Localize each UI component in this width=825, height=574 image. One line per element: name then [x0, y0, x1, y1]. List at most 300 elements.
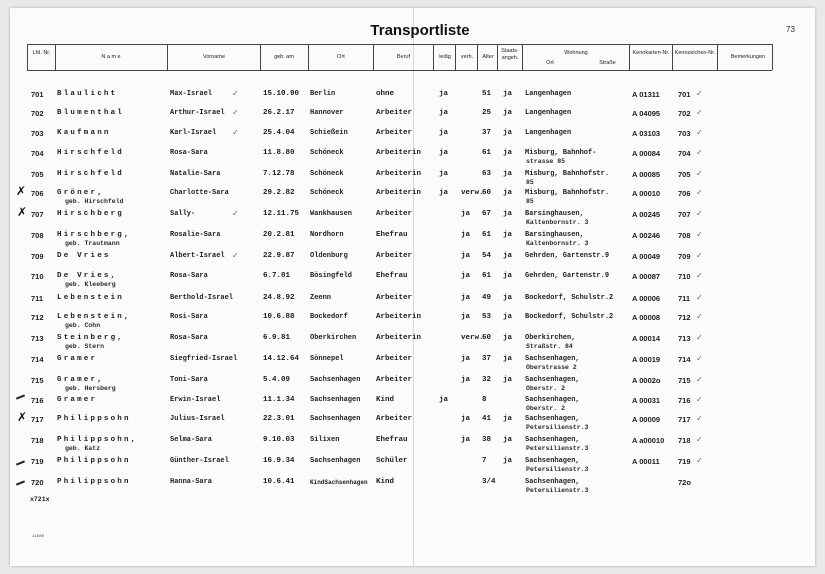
row-kennzeichen: 709 — [678, 252, 691, 261]
row-kennzeichen: 703 — [678, 129, 691, 138]
row-wohnung: Sachsenhagen, — [525, 355, 580, 363]
row-verh: ja — [461, 415, 471, 423]
row-kennkarte: A 03103 — [632, 129, 661, 138]
row-verh: ja — [461, 210, 471, 218]
row-vorname: Rosalie-Sara — [170, 231, 221, 239]
row-name-birth: geb. Stern — [65, 343, 105, 350]
col-vorname: Vorname — [202, 54, 225, 60]
row-staat: ja — [503, 189, 513, 197]
row-alter: 67 — [482, 210, 492, 218]
check-mark-icon: ✓ — [696, 108, 703, 117]
row-name: Gröner, — [57, 189, 104, 197]
row-wohnung-street: 85 — [526, 179, 534, 186]
row-ledig: ja — [439, 90, 449, 98]
row-beruf: ohne — [376, 90, 395, 98]
row-nr: 709 — [31, 252, 44, 261]
row-vorname: Rosa-Sara — [170, 272, 208, 280]
row-kennzeichen: 707 — [678, 210, 691, 219]
row-beruf: Arbeiter — [376, 109, 413, 117]
row-kennkarte: A 00031 — [632, 396, 661, 405]
row-verh: ja — [461, 252, 471, 260]
row-verh: ja — [461, 436, 471, 444]
row-kennzeichen: 719 — [678, 457, 691, 466]
row-geb: 15.10.90 — [263, 90, 300, 98]
row-beruf: Arbeiter — [376, 210, 413, 218]
row-staat: ja — [503, 210, 513, 218]
header-bottom-line — [27, 70, 772, 71]
row-alter: 41 — [482, 415, 492, 423]
row-vorname: Rosa-Sara — [170, 149, 208, 157]
row-ort: Oldenburg — [310, 252, 348, 260]
row-ort: Schöneck — [310, 149, 344, 157]
row-verh: ja — [461, 355, 471, 363]
row-vorname: Albert-Israel — [170, 252, 225, 260]
row-alter: 53 — [482, 313, 492, 321]
col-bemerkungen: Bemerkungen — [730, 54, 766, 60]
row-kennkarte: A 00009 — [632, 415, 661, 424]
row-ort: Sachsenhagen — [310, 415, 361, 423]
row-geb: 20.2.81 — [263, 231, 295, 239]
row-vorname: Hanna-Sara — [170, 478, 213, 486]
check-mark-icon: ✓ — [232, 209, 239, 218]
row-geb: 26.2.17 — [263, 109, 295, 117]
row-staat: ja — [503, 313, 513, 321]
row-wohnung: Barsinghausen, — [525, 210, 584, 218]
check-mark-icon: ✓ — [696, 395, 703, 404]
row-vorname: Erwin-Israel — [170, 396, 221, 404]
header-column-line — [522, 44, 523, 70]
header-column-line — [167, 44, 168, 70]
col-staat: Staats-angeh. — [501, 48, 519, 61]
check-mark-icon: ✓ — [696, 414, 703, 423]
row-nr: 717 — [31, 415, 44, 424]
row-ort: Schießein — [310, 129, 348, 137]
row-nr: 704 — [31, 149, 44, 158]
row-ledig: ja — [439, 189, 449, 197]
page-number: 73 — [786, 25, 795, 34]
row-wohnung: Oberkirchen, — [525, 334, 576, 342]
col-wohnung-strasse: Straße — [599, 60, 616, 66]
row-ort: Sachsenhagen — [310, 396, 361, 404]
row-name-birth: geb. Katz — [65, 445, 101, 452]
row-wohnung: Sachsenhagen, — [525, 415, 580, 423]
check-mark-icon: ✓ — [696, 148, 703, 157]
row-staat: ja — [503, 170, 513, 178]
row-wohnung-street: Oberstrasse 2 — [526, 364, 577, 371]
page-title: Transportliste — [370, 22, 470, 39]
row-vorname: Selma-Sara — [170, 436, 213, 444]
check-mark-icon: ✓ — [696, 435, 703, 444]
col-alter: Alter — [482, 54, 494, 60]
row-nr: 708 — [31, 231, 44, 240]
row-nr: 702 — [31, 109, 44, 118]
col-beruf: Beruf — [396, 54, 411, 60]
row-verh: verw. — [461, 189, 484, 197]
row-alter: 8 — [482, 396, 487, 404]
row-ort: Sachsenhagen — [310, 376, 361, 384]
row-alter: 37 — [482, 355, 492, 363]
check-mark-icon: ✓ — [696, 209, 703, 218]
row-ort: Oberkirchen — [310, 334, 357, 342]
row-name: De Vries — [57, 252, 111, 260]
row-beruf: Arbeiterin — [376, 189, 422, 197]
row-kennkarte: A 00049 — [632, 252, 661, 261]
check-mark-icon: ✓ — [232, 128, 239, 137]
row-nr: 710 — [31, 272, 44, 281]
header-column-line — [373, 44, 374, 70]
row-geb: 6.9.81 — [263, 334, 291, 342]
row-ort: Bockedorf — [310, 313, 348, 321]
row-kennkarte: A 00008 — [632, 313, 661, 322]
row-verh: ja — [461, 294, 471, 302]
row-staat: ja — [503, 272, 513, 280]
row-staat: ja — [503, 149, 513, 157]
row-wohnung-street: Petersilienstr.3 — [526, 445, 589, 452]
row-beruf: Schüler — [376, 457, 408, 465]
row-name: Blaulicht — [57, 90, 118, 98]
col-ledig: ledig — [439, 54, 451, 60]
row-wohnung-street: Oberstr. 2 — [526, 405, 566, 412]
row-kennkarte: A 00019 — [632, 355, 661, 364]
row-verh: ja — [461, 313, 471, 321]
check-mark-icon: ✓ — [696, 188, 703, 197]
row-alter: 25 — [482, 109, 492, 117]
row-beruf: Ehefrau — [376, 272, 408, 280]
row-nr: 701 — [31, 90, 44, 99]
row-wohnung: Langenhagen — [525, 109, 572, 117]
check-mark-icon: ✓ — [696, 333, 703, 342]
row-kennkarte: A 00087 — [632, 272, 661, 281]
row-vorname: Siegfried-Israel — [170, 355, 238, 363]
row-name-birth: geb. Cohn — [65, 322, 101, 329]
row-name: Gramer — [57, 355, 98, 363]
row-geb: 10.6.88 — [263, 313, 295, 321]
col-kennzeichen: Kennzeichen-Nr. — [674, 50, 716, 56]
row-name: Lebenstein, — [57, 313, 131, 321]
x-mark-707: ✗ — [17, 205, 28, 219]
row-vorname: Rosa-Sara — [170, 334, 208, 342]
row-wohnung: Sachsenhagen, — [525, 457, 580, 465]
row-name-birth: geb. Trautmann — [65, 240, 120, 247]
row-name: Kaufmann — [57, 129, 111, 137]
row-geb: 6.7.01 — [263, 272, 291, 280]
row-beruf: Ehefrau — [376, 231, 408, 239]
check-mark-icon: ✓ — [232, 89, 239, 98]
row-kennzeichen: 713 — [678, 334, 691, 343]
row-alter: 61 — [482, 231, 492, 239]
row-alter: 32 — [482, 376, 492, 384]
row-ort: KindSachsenhagen — [310, 479, 368, 486]
row-ledig: ja — [439, 396, 449, 404]
row-ort: Bösingfeld — [310, 272, 353, 280]
row-wohnung-street: Petersilienstr.3 — [526, 466, 589, 473]
row-name: Gramer — [57, 396, 98, 404]
row-geb: 12.11.75 — [263, 210, 300, 218]
row-name-birth: geb. Kleeberg — [65, 281, 116, 288]
row-kennzeichen: 706 — [678, 189, 691, 198]
row-kennkarte: A 0002o — [632, 376, 661, 385]
row-name: Philippsohn — [57, 457, 131, 465]
row-geb: 7.12.78 — [263, 170, 295, 178]
row-staat: ja — [503, 252, 513, 260]
row-beruf: Kind — [376, 396, 395, 404]
row-nr: 714 — [31, 355, 44, 364]
row-wohnung-street: Kaltenbornstr. 3 — [526, 219, 589, 226]
row-geb: 22.9.87 — [263, 252, 295, 260]
col-geb: geb. am — [274, 54, 294, 60]
row-wohnung: Sachsenhagen, — [525, 376, 580, 384]
row-kennzeichen: 718 — [678, 436, 691, 445]
check-mark-icon: ✓ — [696, 128, 703, 137]
row-vorname: Arthur-Israel — [170, 109, 225, 117]
row-kennzeichen: 704 — [678, 149, 691, 158]
row-geb: 11.8.80 — [263, 149, 295, 157]
row-alter: 60 — [482, 189, 492, 197]
row-ledig: ja — [439, 149, 449, 157]
col-name: N a m e — [101, 54, 121, 60]
row-wohnung-street: 85 — [526, 198, 534, 205]
check-mark-icon: ✓ — [696, 375, 703, 384]
header-column-line — [55, 44, 56, 70]
row-wohnung: Bockedorf, Schulstr.2 — [525, 294, 614, 302]
row-name: De Vries, — [57, 272, 118, 280]
row-staat: ja — [503, 129, 513, 137]
row-staat: ja — [503, 355, 513, 363]
row-geb: 11.1.34 — [263, 396, 295, 404]
row-staat: ja — [503, 334, 513, 342]
row-wohnung: Misburg, Bahnhofstr. — [525, 170, 610, 178]
row-wohnung: Langenhagen — [525, 90, 572, 98]
row-ledig: ja — [439, 129, 449, 137]
row-kennzeichen: 708 — [678, 231, 691, 240]
row-beruf: Arbeiter — [376, 294, 413, 302]
row-staat: ja — [503, 436, 513, 444]
row-alter: 38 — [482, 436, 492, 444]
row-wohnung: Bockedorf, Schulstr.2 — [525, 313, 614, 321]
row-kennzeichen: 702 — [678, 109, 691, 118]
header-column-line — [772, 44, 773, 70]
check-mark-icon: ✓ — [696, 312, 703, 321]
row-vorname: Karl-Israel — [170, 129, 217, 137]
row-ort: Hannover — [310, 109, 344, 117]
row-geb: 29.2.82 — [263, 189, 295, 197]
check-mark-icon: ✓ — [696, 89, 703, 98]
row-geb: 14.12.64 — [263, 355, 300, 363]
row-nr: 715 — [31, 376, 44, 385]
row-beruf: Ehefrau — [376, 436, 408, 444]
row-verh: ja — [461, 272, 471, 280]
row-nr: 707 — [31, 210, 44, 219]
check-mark-icon: ✓ — [696, 456, 703, 465]
row-wohnung: Sachsenhagen, — [525, 478, 580, 486]
row-name: Steinberg, — [57, 334, 125, 342]
row-beruf: Arbeiter — [376, 129, 413, 137]
row-geb: 16.9.34 — [263, 457, 295, 465]
x-mark-706: ✗ — [16, 184, 27, 198]
row-geb: 10.6.41 — [263, 478, 295, 486]
row-vorname: Natalie-Sara — [170, 170, 221, 178]
row-kennzeichen: 705 — [678, 170, 691, 179]
row-kennzeichen: 716 — [678, 396, 691, 405]
row-wohnung-street: strasse 85 — [526, 158, 566, 165]
row-geb: 9.10.03 — [263, 436, 295, 444]
row-beruf: Arbeiterin — [376, 334, 422, 342]
row-vorname: Toni-Sara — [170, 376, 208, 384]
row-staat: ja — [503, 376, 513, 384]
check-mark-icon: ✓ — [696, 354, 703, 363]
row-alter: 61 — [482, 149, 492, 157]
row-kennzeichen: 710 — [678, 272, 691, 281]
row-name: Lebenstein — [57, 294, 125, 302]
row-nr: 713 — [31, 334, 44, 343]
row-alter: 49 — [482, 294, 492, 302]
row-kennkarte: A 00245 — [632, 210, 661, 219]
col-kennkarten: Kennkarten-Nr. — [632, 50, 670, 56]
row-name: Philippsohn, — [57, 436, 138, 444]
row-ort: Sachsenhagen — [310, 457, 361, 465]
row-nr: 705 — [31, 170, 44, 179]
row-name: Hirschfeld — [57, 149, 125, 157]
check-mark-icon: ✓ — [696, 169, 703, 178]
row-name: Gramer, — [57, 376, 104, 384]
row-beruf: Arbeiter — [376, 252, 413, 260]
row-kennkarte: A 04095 — [632, 109, 661, 118]
check-mark-icon: ✓ — [696, 251, 703, 260]
row-staat: ja — [503, 109, 513, 117]
row-kennkarte: A 01311 — [632, 90, 660, 99]
row-verh: verw. — [461, 334, 484, 342]
check-mark-icon: ✓ — [696, 230, 703, 239]
row-alter: 7 — [482, 457, 487, 465]
row-beruf: Arbeiterin — [376, 149, 422, 157]
check-mark-icon: ✓ — [696, 271, 703, 280]
row-kennkarte: A 00010 — [632, 189, 661, 198]
row-ort: Sönnepel — [310, 355, 344, 363]
row-vorname: Charlotte-Sara — [170, 189, 229, 197]
row-wohnung: Sachsenhagen, — [525, 436, 580, 444]
row-nr: 716 — [31, 396, 44, 405]
row-alter: 61 — [482, 272, 492, 280]
row-ledig: ja — [439, 109, 449, 117]
row-geb: 22.3.01 — [263, 415, 295, 423]
row-wohnung-street: Straßstr. 84 — [526, 343, 573, 350]
row-wohnung: Gehrden, Gartenstr.9 — [525, 272, 610, 280]
row-staat: ja — [503, 415, 513, 423]
row-ort: Zeenn — [310, 294, 332, 302]
row-beruf: Arbeiter — [376, 376, 413, 384]
row-name: Hirschfeld — [57, 170, 125, 178]
row-ort: Nordhorn — [310, 231, 344, 239]
row-ort: Wankhausen — [310, 210, 353, 218]
col-verh: verh. — [460, 54, 474, 60]
row-geb: 25.4.04 — [263, 129, 295, 137]
row-name: Philippsohn — [57, 478, 131, 486]
row-vorname: Berthold-Israel — [170, 294, 234, 302]
row-wohnung: Langenhagen — [525, 129, 572, 137]
row-wohnung-street: Oberstr. 2 — [526, 385, 566, 392]
x-mark-717: ✗ — [17, 410, 28, 424]
row-wohnung: Barsinghausen, — [525, 231, 584, 239]
row-kennzeichen: 717 — [678, 415, 691, 424]
row-nr: 706 — [31, 189, 44, 198]
row-alter: 37 — [482, 129, 492, 137]
row-ort: Schöneck — [310, 170, 344, 178]
row-ort: Berlin — [310, 90, 336, 98]
row-verh: ja — [461, 231, 471, 239]
row-nr: 718 — [31, 436, 44, 445]
row-nr: 703 — [31, 129, 44, 138]
row-name-birth: geb. Hirschfeld — [65, 198, 124, 205]
check-mark-icon: ✓ — [696, 293, 703, 302]
footer-note: x721x — [30, 496, 50, 503]
row-alter: 54 — [482, 252, 492, 260]
row-kennkarte: A 00014 — [632, 334, 661, 343]
row-verh: ja — [461, 376, 471, 384]
row-beruf: Arbeiterin — [376, 313, 422, 321]
col-ort: Ort — [337, 54, 345, 60]
col-lfd: Lfd. Nr. — [32, 50, 51, 56]
row-kennkarte: A 00011 — [632, 457, 660, 466]
row-kennzeichen: 72o — [678, 478, 691, 487]
header-column-line — [497, 44, 498, 70]
row-name: Blumenthal — [57, 109, 125, 117]
page-fold — [413, 8, 414, 566]
row-kennkarte: A 00085 — [632, 170, 661, 179]
row-vorname: Günther-Israel — [170, 457, 229, 465]
row-nr: 720 — [31, 478, 44, 487]
row-wohnung-street: Petersilienstr.3 — [526, 487, 589, 494]
row-kennkarte: A 00084 — [632, 149, 661, 158]
row-vorname: Sally- — [170, 210, 196, 218]
header-column-line — [455, 44, 456, 70]
header-column-line — [629, 44, 630, 70]
row-staat: ja — [503, 231, 513, 239]
row-name: Hirschberg, — [57, 231, 131, 239]
row-nr: 711 — [31, 294, 44, 303]
row-kennzeichen: 714 — [678, 355, 691, 364]
row-beruf: Arbeiter — [376, 415, 413, 423]
row-name: Hirschberg — [57, 210, 125, 218]
row-kennkarte: A a00010 — [632, 436, 665, 445]
row-beruf: Arbeiterin — [376, 170, 422, 178]
row-kennzeichen: 711 — [678, 294, 691, 303]
row-wohnung: Misburg, Bahnhofstr. — [525, 189, 610, 197]
row-wohnung-street: Kaltenbornstr. 3 — [526, 240, 589, 247]
row-kennkarte: A 00246 — [632, 231, 661, 240]
row-nr: 712 — [31, 313, 44, 322]
row-kennzeichen: 701 — [678, 90, 691, 99]
row-nr: 719 — [31, 457, 44, 466]
row-vorname: Max-Israel — [170, 90, 213, 98]
check-mark-icon: ✓ — [232, 251, 239, 260]
row-alter: 63 — [482, 170, 492, 178]
row-kennkarte: A 00006 — [632, 294, 661, 303]
row-vorname: Rosi-Sara — [170, 313, 208, 321]
col-wohnung-ort: Ort — [546, 60, 554, 66]
header-top-line — [27, 44, 772, 45]
row-geb: 5.4.09 — [263, 376, 291, 384]
col-wohnung: Wohnung — [564, 50, 588, 56]
header-column-line — [308, 44, 309, 70]
header-column-line — [260, 44, 261, 70]
row-ort: Schöneck — [310, 189, 344, 197]
row-wohnung: Sachsenhagen, — [525, 396, 580, 404]
row-beruf: Kind — [376, 478, 395, 486]
check-mark-icon: ✓ — [232, 108, 239, 117]
row-wohnung-street: Petersilienstr.3 — [526, 424, 589, 431]
header-column-line — [717, 44, 718, 70]
row-staat: ja — [503, 457, 513, 465]
